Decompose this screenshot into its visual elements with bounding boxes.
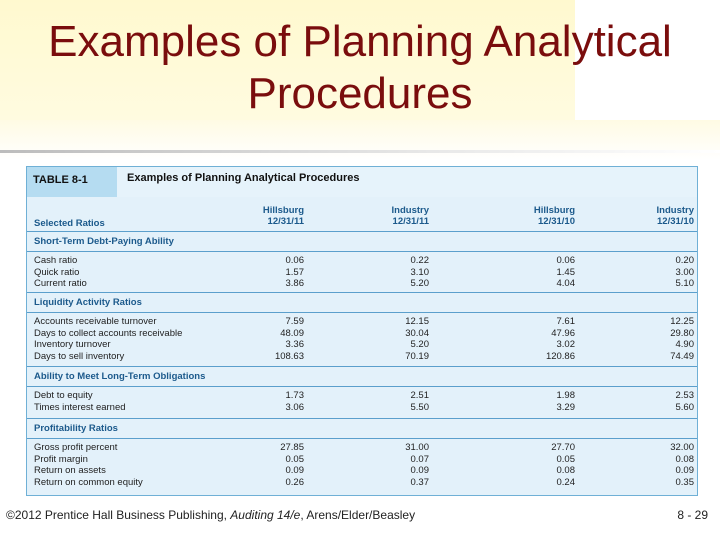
slide-title — [0, 16, 720, 120]
row-value: 3.29 — [556, 401, 575, 413]
title-background-fade — [0, 120, 720, 160]
table-row — [27, 477, 697, 488]
column-header-name: Industry — [656, 205, 694, 216]
table-row — [27, 402, 697, 413]
row-value: 0.22 — [410, 255, 429, 266]
column-header — [214, 205, 304, 227]
row-value: 3.00 — [675, 266, 694, 278]
column-header — [339, 205, 429, 227]
row-value: 3.06 — [285, 401, 304, 413]
table-row — [27, 442, 697, 453]
footer-prefix: ©2012 Prentice Hall Business Publishing, — [6, 508, 231, 522]
row-value: 4.90 — [675, 339, 694, 351]
table-title-cell — [117, 167, 697, 197]
row-label: Days to collect accounts receivable — [34, 327, 183, 339]
row-value: 0.08 — [556, 465, 575, 477]
row-label: Cash ratio — [34, 255, 78, 266]
section-title: Short-Term Debt-Paying Ability — [34, 236, 174, 247]
row-value: 1.73 — [285, 390, 304, 401]
row-value: 7.61 — [556, 316, 575, 327]
column-header — [485, 205, 575, 227]
section-title: Profitability Ratios — [34, 423, 118, 434]
row-value: 1.57 — [285, 266, 304, 278]
table-id: TABLE 8-1 — [33, 174, 88, 186]
table-row — [27, 390, 697, 401]
row-value: 0.09 — [410, 465, 429, 477]
row-value: 0.20 — [675, 255, 694, 266]
row-label: Profit margin — [34, 453, 88, 465]
row-value: 30.04 — [405, 327, 429, 339]
row-value: 108.63 — [274, 350, 304, 362]
column-header-date: 12/31/10 — [657, 216, 694, 227]
row-label: Return on assets — [34, 465, 106, 477]
footer-book-title: Auditing 14/e — [230, 508, 301, 522]
row-value: 0.06 — [285, 255, 304, 266]
row-value: 0.05 — [285, 453, 304, 465]
row-value: 70.19 — [405, 350, 429, 362]
column-header-date: 12/31/10 — [538, 216, 575, 227]
table-row — [27, 339, 697, 350]
page-number: 8 - 29 — [677, 508, 708, 522]
column-header-name: Hillsburg — [533, 205, 575, 216]
section-subdivider — [27, 312, 697, 313]
row-label: Times interest earned — [34, 401, 126, 413]
section-subdivider — [27, 251, 697, 252]
row-value: 0.05 — [556, 453, 575, 465]
table-row — [27, 255, 697, 266]
slide-title-line2: Procedures — [247, 69, 473, 118]
section-divider — [27, 366, 697, 367]
table-row — [27, 278, 697, 289]
row-value: 74.49 — [670, 350, 694, 362]
column-header-name: Hillsburg — [262, 205, 304, 216]
table-header — [27, 167, 697, 197]
row-value: 7.59 — [285, 316, 304, 327]
title-divider — [0, 150, 720, 153]
row-label: Accounts receivable turnover — [34, 316, 157, 327]
row-value: 3.10 — [410, 266, 429, 278]
row-value: 5.10 — [675, 278, 694, 290]
slide-title-line1: Examples of Planning Analytical — [48, 17, 672, 66]
table-row — [27, 454, 697, 465]
selected-ratios-label: Selected Ratios — [34, 218, 105, 229]
row-value: 27.85 — [280, 442, 304, 453]
row-value: 12.15 — [405, 316, 429, 327]
row-value: 5.50 — [410, 401, 429, 413]
section-divider — [27, 418, 697, 419]
row-value: 1.45 — [556, 266, 575, 278]
ratio-table — [26, 166, 698, 496]
row-value: 29.80 — [670, 327, 694, 339]
row-label: Quick ratio — [34, 266, 80, 278]
table-row — [27, 465, 697, 476]
row-value: 0.35 — [675, 476, 694, 488]
column-header-date: 12/31/11 — [392, 216, 429, 227]
table-title: Examples of Planning Analytical Procedures — [127, 172, 360, 184]
footer-copyright — [6, 508, 415, 522]
row-value: 0.26 — [285, 476, 304, 488]
row-label: Return on common equity — [34, 476, 143, 488]
section-subdivider — [27, 386, 697, 387]
row-value: 4.04 — [556, 278, 575, 290]
section-divider — [27, 292, 697, 293]
table-row — [27, 328, 697, 339]
row-value: 0.24 — [556, 476, 575, 488]
section-divider — [27, 231, 697, 232]
row-value: 120.86 — [545, 350, 575, 362]
row-value: 5.20 — [410, 339, 429, 351]
row-value: 0.09 — [285, 465, 304, 477]
row-value: 0.09 — [675, 465, 694, 477]
row-value: 3.86 — [285, 278, 304, 290]
row-value: 5.60 — [675, 401, 694, 413]
row-label: Gross profit percent — [34, 442, 118, 453]
row-value: 32.00 — [670, 442, 694, 453]
row-value: 31.00 — [405, 442, 429, 453]
row-value: 12.25 — [670, 316, 694, 327]
column-header — [604, 205, 694, 227]
table-row — [27, 351, 697, 362]
row-label: Current ratio — [34, 278, 87, 290]
row-value: 3.02 — [556, 339, 575, 351]
row-label: Inventory turnover — [34, 339, 111, 351]
row-value: 47.96 — [551, 327, 575, 339]
table-row — [27, 267, 697, 278]
row-value: 0.37 — [410, 476, 429, 488]
table-row — [27, 316, 697, 327]
column-header-name: Industry — [391, 205, 429, 216]
row-value: 3.36 — [285, 339, 304, 351]
row-value: 48.09 — [280, 327, 304, 339]
section-subdivider — [27, 438, 697, 439]
row-value: 0.07 — [410, 453, 429, 465]
row-value: 0.08 — [675, 453, 694, 465]
row-value: 1.98 — [556, 390, 575, 401]
column-header-date: 12/31/11 — [267, 216, 304, 227]
row-value: 0.06 — [556, 255, 575, 266]
section-title: Liquidity Activity Ratios — [34, 297, 142, 308]
row-value: 2.53 — [675, 390, 694, 401]
section-title: Ability to Meet Long-Term Obligations — [34, 371, 206, 382]
row-label: Debt to equity — [34, 390, 93, 401]
row-label: Days to sell inventory — [34, 350, 125, 362]
row-value: 2.51 — [410, 390, 429, 401]
row-value: 5.20 — [410, 278, 429, 290]
row-value: 27.70 — [551, 442, 575, 453]
footer-suffix: , Arens/Elder/Beasley — [300, 508, 416, 522]
